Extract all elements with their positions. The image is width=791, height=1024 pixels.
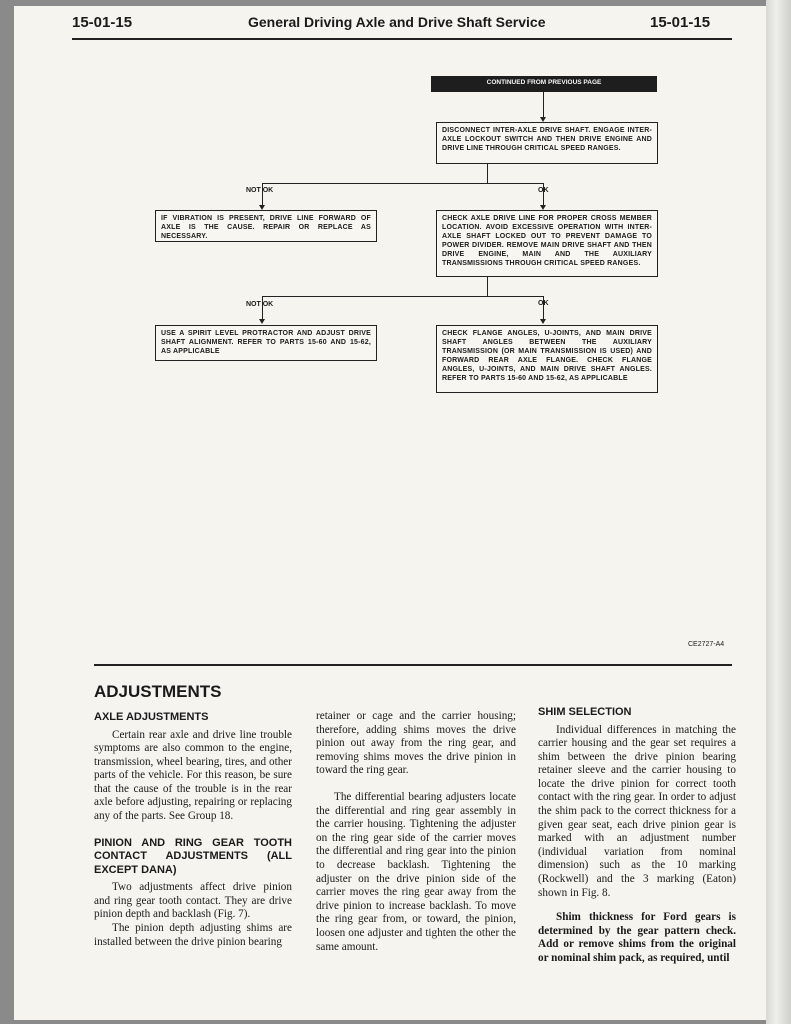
flow-label-ok: OK	[538, 187, 549, 194]
flow-arrow	[540, 319, 546, 324]
flow-connector	[487, 277, 488, 297]
flow-connector	[543, 92, 544, 119]
heading-shim-selection: SHIM SELECTION	[538, 706, 632, 718]
flow-notok-spirit-level: USE A SPIRIT LEVEL PROTRACTOR AND ADJUST DRIVE SHAFT ALIGNMENT. REFER TO PARTS 15-60 AND 15-62, AS APPLICABLE	[155, 325, 377, 361]
heading-axle-adjustments: AXLE ADJUSTMENTS	[94, 711, 209, 723]
figure-id: CE2727-A4	[688, 641, 725, 648]
paragraph: Individual differences in matching the carrier housing and the gear set requires a shim between the drive pinion bearing retainer sleeve and the carrier housing to locate the drive pinion for correct tooth contact with the ring gear. In order to adjust the shim pack to the correct thickness for a given gear seat, each drive pinion gear is marked with an adjustment number (individual variation from nominal dimension) such as the 10 marking (Rockwell) and the 3 marking (Eaton) shown in Fig. 8.	[538, 723, 736, 899]
flow-ok-check-drive-line: CHECK AXLE DRIVE LINE FOR PROPER CROSS MEMBER LOCATION. AVOID EXCESSIVE OPERATION WITH INTER-AXLE SHAFT LOCKED OUT TO PREVENT DAMAGE TO POWER DIVIDER. REMOVE MAIN DRIVE SHAFT AND THEN DRIVE ENGINE, MAIN AND THE AUXILIARY TRANSMISSIONS THROUGH CRITICAL SPEED RANGES.	[436, 210, 658, 277]
section-rule	[94, 664, 732, 666]
page-edge	[766, 0, 791, 1024]
flow-ok-check-flange-angles: CHECK FLANGE ANGLES, U-JOINTS, AND MAIN DRIVE SHAFT ANGLES BETWEEN THE AUXILIARY TRANSMISSION (OR MAIN TRANSMISSION IS USED) AND FORWARD REAR AXLE FLANGE. CHECK FLANGE ANGLES, U-JOINTS, AND MAIN DRIVE SHAFT ANGLES. REFER TO PARTS 15-60 AND 15-62, AS APPLICABLE	[436, 325, 658, 393]
flow-label-not-ok: NOT OK	[246, 301, 274, 308]
flow-notok-vibration: IF VIBRATION IS PRESENT, DRIVE LINE FORWARD OF AXLE IS THE CAUSE. REPAIR OR REPLACE AS NECESSARY.	[155, 210, 377, 242]
flow-connector	[262, 183, 544, 184]
text-column-1	[94, 711, 292, 949]
paragraph: retainer or cage and the carrier housing; therefore, adding shims moves the drive pinion out away from the ring gear, and removing shims moves the drive pinion in toward the ring gear.	[316, 710, 516, 777]
text-column-2	[316, 710, 516, 954]
flow-connector	[262, 296, 263, 321]
paragraph: Two adjustments affect drive pinion and ring gear tooth contact. They are drive pinion depth and backlash (Fig. 7).	[94, 881, 292, 921]
flow-label-not-ok: NOT OK	[246, 187, 274, 194]
flow-continued-banner: CONTINUED FROM PREVIOUS PAGE	[431, 76, 657, 92]
page-header-title: General Driving Axle and Drive Shaft Service	[248, 14, 546, 30]
flow-arrow	[259, 319, 265, 324]
page-number-right: 15-01-15	[650, 14, 711, 31]
flow-step-disconnect: DISCONNECT INTER-AXLE DRIVE SHAFT. ENGAGE INTER-AXLE LOCKOUT SWITCH AND THEN DRIVE ENGINE AND DRIVE LINE THROUGH CRITICAL SPEED RANGES.	[436, 122, 658, 164]
paragraph: The pinion depth adjusting shims are installed between the drive pinion bearing	[94, 921, 292, 948]
text-column-3	[538, 706, 736, 966]
flow-connector	[262, 296, 544, 297]
paragraph: The differential bearing adjusters locate the differential and ring gear assembly in the carrier housing. Tightening the adjuster on the ring gear side of the carrier moves the differential and ring gear into the pinion to decrease backlash. Tightening the adjuster on the drive pinion side of the carrier moves the ring gear away from the drive pinion to increase backlash. To move the ring gear from, or toward, the pinion, loosen one adjuster and tighten the other the same amount.	[316, 790, 516, 953]
flow-connector	[487, 164, 488, 184]
paragraph: Shim thickness for Ford gears is determined by the gear pattern check. Add or remove shims from the original or nominal shim pack, as required, until	[538, 911, 736, 964]
section-title: ADJUSTMENTS	[94, 682, 222, 701]
header-rule	[72, 38, 732, 40]
page-number-left: 15-01-15	[72, 14, 133, 31]
paragraph: Certain rear axle and drive line trouble symptoms are also common to the engine, transmission, wheel bearing, tires, and other parts of the vehicle. For this reason, be sure that the cause of the trouble is in the rear axle before adjusting, repairing or replacing any of the parts. See Group 18.	[94, 728, 292, 823]
heading-pinion-ring-gear: PINION AND RING GEAR TOOTH CONTACT ADJUSTMENTS (ALL EXCEPT DANA)	[94, 836, 292, 876]
flow-label-ok: OK	[538, 300, 549, 307]
